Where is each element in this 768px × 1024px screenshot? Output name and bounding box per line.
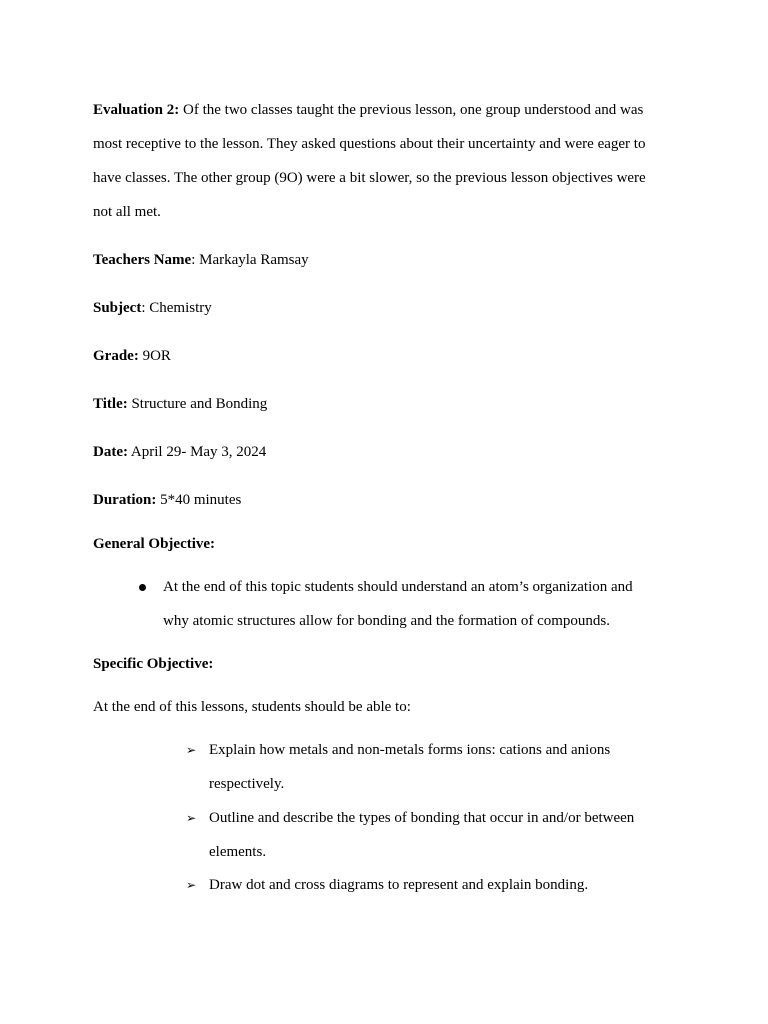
evaluation-line-4: not all met. xyxy=(93,204,161,220)
arrowhead-bullet-icon: ➢ xyxy=(186,743,197,757)
teacher-name-label: Teachers Name xyxy=(93,252,192,268)
general-objective-heading-text: General Objective: xyxy=(93,536,216,552)
filled-circle-bullet-icon xyxy=(139,577,146,597)
specific-objective-item-1-line-1: Explain how metals and non-metals forms ions: cations and anions xyxy=(209,742,611,758)
arrowhead-bullet-icon: ➢ xyxy=(186,878,197,892)
specific-objective-item-3-line-1: Draw dot and cross diagrams to represent and explain bonding. xyxy=(209,877,589,893)
duration-label: Duration: xyxy=(93,492,157,508)
grade-field xyxy=(93,346,171,366)
date-value: April 29- May 3, 2024 xyxy=(127,444,267,460)
evaluation-line-3: have classes. The other group (9O) were a bit slower, so the previous lesson objectives were xyxy=(93,170,646,186)
specific-objective-intro: At the end of this lessons, students should be able to: xyxy=(93,699,411,715)
evaluation-text-1: Of the two classes taught the previous lesson, one group understood and was xyxy=(179,102,644,118)
evaluation-label: Evaluation 2: xyxy=(93,102,180,118)
title-label: Title: xyxy=(93,396,128,412)
general-objective-line-2: why atomic structures allow for bonding and the formation of compounds. xyxy=(163,613,610,629)
specific-objective-heading-text: Specific Objective: xyxy=(93,656,214,672)
evaluation-line-1 xyxy=(93,100,643,120)
subject-value: : Chemistry xyxy=(141,300,212,316)
arrowhead-bullet-icon: ➢ xyxy=(186,811,197,825)
grade-value: 9OR xyxy=(138,348,171,364)
grade-label: Grade: xyxy=(93,348,139,364)
specific-objective-item-2-line-2: elements. xyxy=(209,844,267,860)
subject-label: Subject xyxy=(93,300,142,316)
duration-value: 5*40 minutes xyxy=(156,492,242,508)
teacher-name-field xyxy=(93,250,309,270)
specific-objective-heading xyxy=(93,654,213,674)
general-objective-heading xyxy=(93,534,215,554)
duration-field xyxy=(93,490,241,510)
evaluation-line-2: most receptive to the lesson. They asked questions about their uncertainty and were eager to xyxy=(93,136,646,152)
title-field xyxy=(93,394,267,414)
date-label: Date: xyxy=(93,444,128,460)
specific-objective-item-2-line-1: Outline and describe the types of bonding that occur in and/or between xyxy=(209,810,635,826)
subject-field xyxy=(93,298,212,318)
teacher-name-value: : Markayla Ramsay xyxy=(191,252,309,268)
general-objective-line-1: At the end of this topic students should understand an atom’s organization and xyxy=(163,579,633,595)
date-field xyxy=(93,442,266,462)
specific-objective-item-1-line-2: respectively. xyxy=(209,776,285,792)
title-value: Structure and Bonding xyxy=(127,396,268,412)
